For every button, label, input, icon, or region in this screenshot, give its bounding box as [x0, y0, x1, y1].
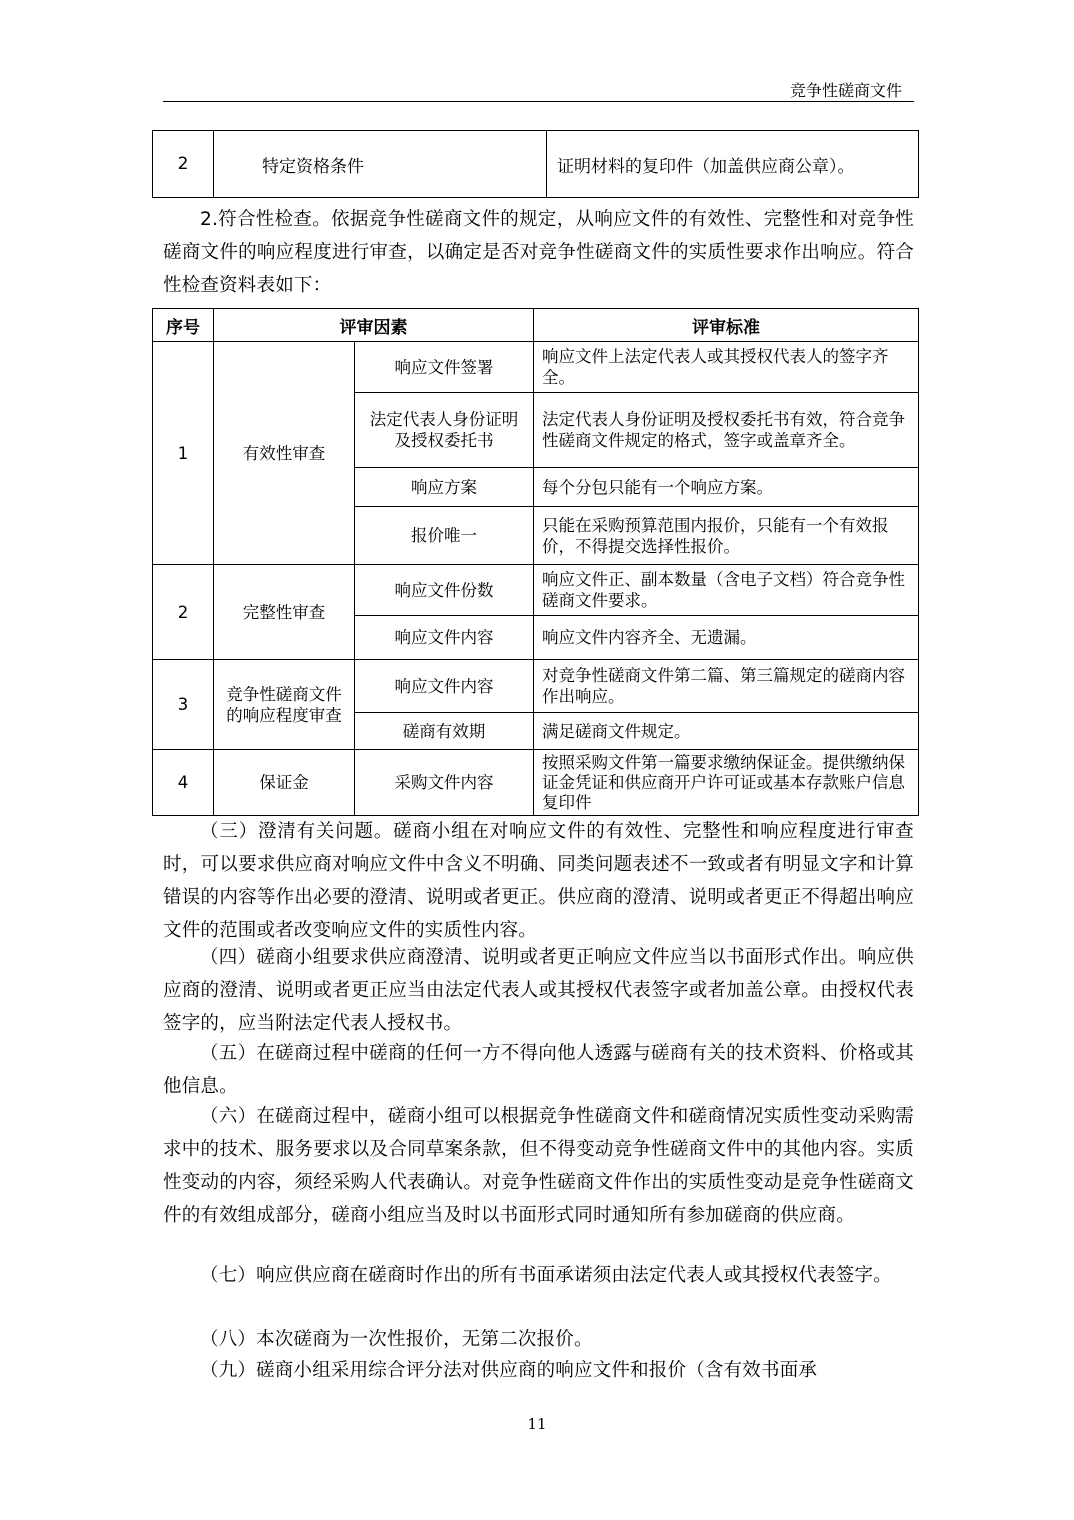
table-row: [153, 131, 919, 198]
paragraph-7: （七）响应供应商在磋商时作出的所有书面承诺须由法定代表人或其授权代表签字。: [200, 1265, 892, 1286]
table-row: [153, 660, 919, 713]
criterion: 每个分包只能有一个响应方案。: [534, 468, 919, 507]
paragraph-8: （八）本次磋商为一次性报价，无第二次报价。: [200, 1329, 593, 1350]
sub-factor: 响应文件份数: [355, 565, 534, 616]
criterion: 响应文件正、副本数量（含电子文档）符合竞争性磋商文件要求。: [534, 565, 919, 616]
sub-factor: 采购文件内容: [355, 750, 534, 816]
qualification-requirement: 证明材料的复印件（加盖供应商公章）。: [547, 131, 919, 198]
paragraph-4: （四）磋商小组要求供应商澄清、说明或者更正响应文件应当以书面形式作出。响应供应商的澄清、说明或者更正应当由法定代表人或其授权代表签字或者加盖公章。由授权代表签字的，应当附法定代表人授权书。: [163, 947, 914, 1034]
col-header-factor: 评审因素: [214, 309, 534, 342]
criterion: 满足磋商文件规定。: [534, 713, 919, 750]
criterion: 响应文件上法定代表人或其授权代表人的签字齐全。: [534, 342, 919, 393]
sub-factor: 法定代表人身份证明及授权委托书: [355, 393, 534, 468]
criterion: 法定代表人身份证明及授权委托书有效，符合竞争性磋商文件规定的格式，签字或盖章齐全。: [534, 393, 919, 468]
criterion: 响应文件内容齐全、无遗漏。: [534, 616, 919, 660]
col-header-standard: 评审标准: [534, 309, 919, 342]
criterion: 只能在采购预算范围内报价，只能有一个有效报价，不得提交选择性报价。: [534, 507, 919, 565]
table-row: [153, 342, 919, 393]
group-number: 2: [153, 565, 214, 660]
group-number: 4: [153, 750, 214, 816]
header-title: 竞争性磋商文件: [789, 81, 902, 100]
sub-factor: 响应方案: [355, 468, 534, 507]
group-factor: 竞争性磋商文件的响应程度审查: [214, 660, 355, 750]
criterion: 按照采购文件第一篇要求缴纳保证金。提供缴纳保证金凭证和供应商开户许可证或基本存款账户信息复印件: [534, 750, 919, 816]
criterion: 对竞争性磋商文件第二篇、第三篇规定的磋商内容作出响应。: [534, 660, 919, 713]
group-factor: 完整性审查: [214, 565, 355, 660]
paragraph-3: （三）澄清有关问题。磋商小组在对响应文件的有效性、完整性和响应程度进行审查时，可以要求供应商对响应文件中含义不明确、同类问题表述不一致或者有明显文字和计算错误的内容等作出必要的澄清、说明或者更正。供应商的澄清、说明或者更正不得超出响应文件的范围或者改变响应文件的实质性内容。: [163, 821, 914, 941]
sub-factor: 响应文件内容: [355, 660, 534, 713]
header-divider: [163, 101, 914, 102]
row-number: 2: [153, 131, 214, 198]
table-row: [153, 565, 919, 616]
table-header-row: [153, 309, 919, 342]
group-number: 3: [153, 660, 214, 750]
sub-factor: 响应文件内容: [355, 616, 534, 660]
col-header-number: 序号: [153, 309, 214, 342]
group-factor: 有效性审查: [214, 342, 355, 565]
page-number: 11: [527, 1415, 547, 1433]
qualification-item: 特定资格条件: [214, 131, 547, 198]
group-number: 1: [153, 342, 214, 565]
paragraph-9: （九）磋商小组采用综合评分法对供应商的响应文件和报价（含有效书面承: [200, 1360, 818, 1381]
paragraph-6: （六）在磋商过程中，磋商小组可以根据竞争性磋商文件和磋商情况实质性变动采购需求中的技术、服务要求以及合同草案条款，但不得变动竞争性磋商文件中的其他内容。实质性变动的内容，须经采购人代表确认。对竞争性磋商文件作出的实质性变动是竞争性磋商文件的有效组成部分，磋商小组应当及时以书面形式同时通知所有参加磋商的供应商。: [163, 1106, 914, 1226]
intro-paragraph: 2.符合性检查。依据竞争性磋商文件的规定，从响应文件的有效性、完整性和对竞争性磋商文件的响应程度进行审查，以确定是否对竞争性磋商文件的实质性要求作出响应。符合性检查资料表如下：: [163, 209, 914, 296]
sub-factor: 报价唯一: [355, 507, 534, 565]
compliance-table: [152, 308, 919, 816]
qualification-table: [152, 130, 919, 198]
sub-factor: 磋商有效期: [355, 713, 534, 750]
table-row: [153, 750, 919, 816]
group-factor: 保证金: [214, 750, 355, 816]
paragraph-5: （五）在磋商过程中磋商的任何一方不得向他人透露与磋商有关的技术资料、价格或其他信息。: [163, 1043, 914, 1097]
sub-factor: 响应文件签署: [355, 342, 534, 393]
